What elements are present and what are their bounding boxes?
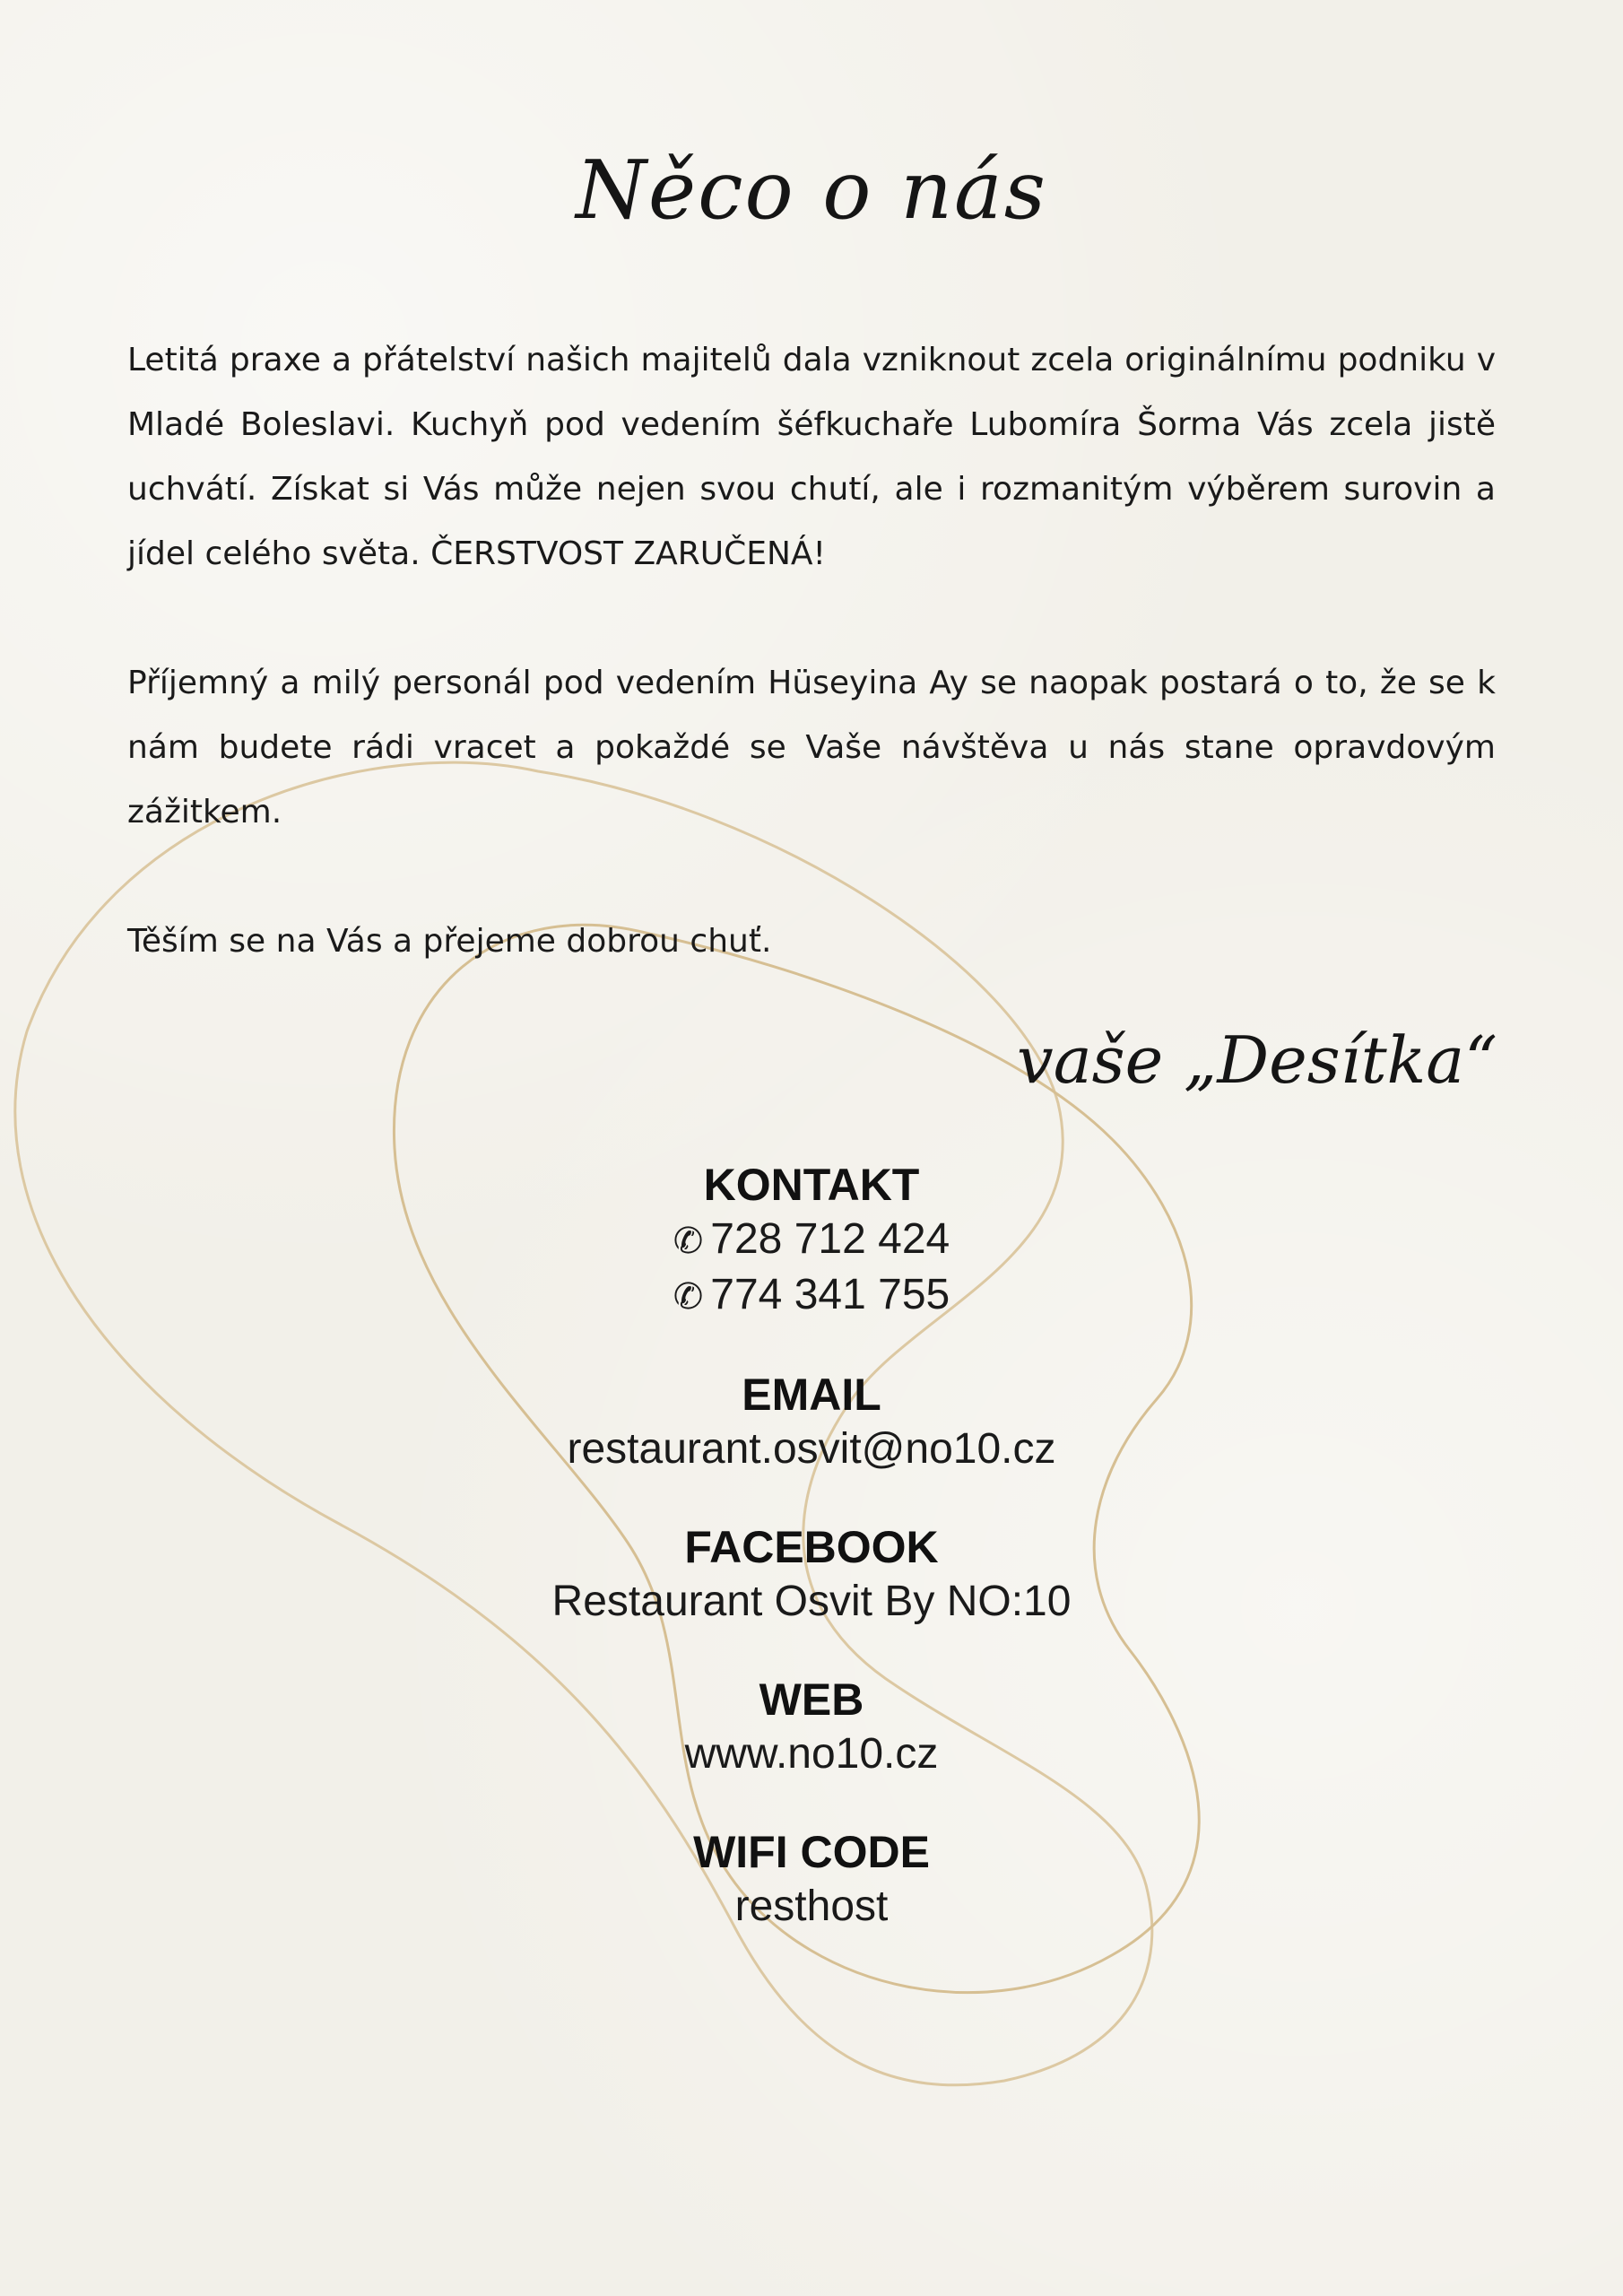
- intro-paragraph-2: Příjemný a milý personál pod vedením Hüseyina Ay se naopak postará o to, že se k nám budete rádi vracet a pokaždé se Vaše návštěva u nás stane opravdovým zážitkem.: [127, 665, 1496, 831]
- phone-number-2[interactable]: 774 341 755: [710, 1271, 950, 1318]
- intro-paragraph-3: Těším se na Vás a přejeme dobrou chuť.: [127, 923, 772, 960]
- facebook-link[interactable]: Restaurant Osvit By NO:10: [551, 1578, 1072, 1625]
- web-link[interactable]: www.no10.cz: [684, 1730, 939, 1778]
- phone-icon: ✆: [673, 1277, 704, 1317]
- phone-line-2[interactable]: [0, 1268, 1623, 1324]
- facebook-block: [0, 1519, 1623, 1629]
- contact-section: [0, 1157, 1623, 1977]
- facebook-label: FACEBOOK: [684, 1522, 939, 1572]
- email-label: EMAIL: [742, 1370, 881, 1420]
- phone-number-1[interactable]: 728 712 424: [710, 1215, 950, 1263]
- web-block: [0, 1672, 1623, 1781]
- wifi-code: resthost: [734, 1883, 889, 1930]
- signature: vaše „Desítka“: [1017, 1022, 1497, 1098]
- intro-paragraph-1: Letitá praxe a přátelství našich majitelů dala vzniknout zcela originálnímu podniku v Mladé Boleslavi. Kuchyň pod vedením šéfkuchaře Lubomíra Šorma Vás zcela jistě uchvátí. Získat si Vás může nejen svou chutí, ale i rozmanitým výběrem surovin a jídel celého světa. ČERSTVOST ZARUČENÁ!: [127, 342, 1496, 572]
- contact-label: KONTAKT: [703, 1160, 920, 1210]
- email-block: [0, 1367, 1623, 1476]
- intro-text: [127, 328, 1496, 974]
- wifi-block: [0, 1824, 1623, 1934]
- page-title: Něco o nás: [576, 144, 1047, 238]
- web-label: WEB: [759, 1674, 864, 1725]
- contact-block: [0, 1157, 1623, 1324]
- phone-line-1[interactable]: [0, 1213, 1623, 1268]
- email-link[interactable]: restaurant.osvit@no10.cz: [567, 1425, 1056, 1473]
- phone-icon: ✆: [673, 1222, 704, 1261]
- wifi-label: WIFI CODE: [693, 1827, 930, 1877]
